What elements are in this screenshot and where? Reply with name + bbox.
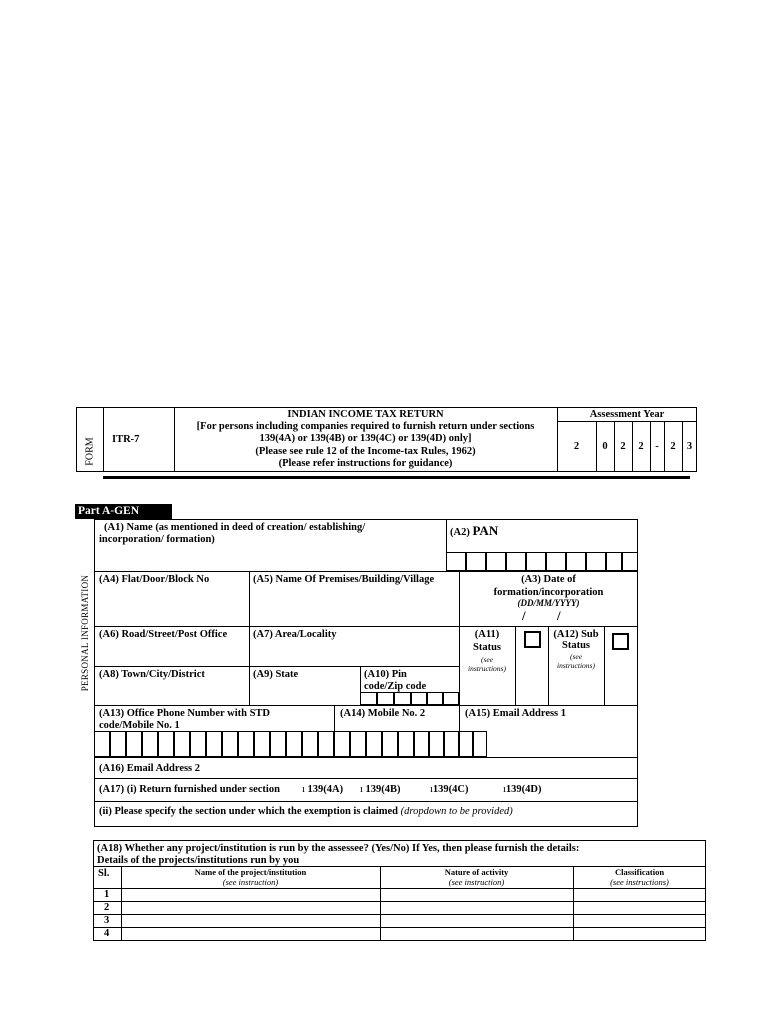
table-row: 4 (104, 928, 110, 939)
ay-digit: - (655, 441, 659, 452)
a17ii-exemption-label: (ii) Please specify the section under which the exemption is claimed (dropdown to be provided) (99, 806, 513, 817)
a17-option-139-4c[interactable]: ı139(4C) (430, 784, 469, 795)
a6-road-label: (A6) Road/Street/Post Office (99, 629, 228, 640)
ay-digit: 2 (670, 441, 676, 452)
a18-col-header: Classification (614, 867, 665, 877)
a3-date-label-cont: formation/incorporation (493, 587, 604, 598)
table-row: 2 (104, 902, 110, 913)
option-marker: ı (430, 784, 433, 795)
return-subtitle-2: 139(4A) or 139(4B) or 139(4C) or 139(4D) only] (259, 433, 472, 444)
return-subtitle-4: (Please refer instructions for guidance) (278, 458, 453, 469)
a4-flat-label: (A4) Flat/Door/Block No (99, 574, 210, 585)
a8-town-label: (A8) Town/City/District (99, 669, 205, 680)
a17-section-label: (A17) (i) Return furnished under section (99, 784, 280, 795)
a17ii-dropdown-note: (dropdown to be provided) (400, 806, 513, 817)
a9-state-label: (A9) State (253, 669, 299, 680)
part-a-title: Part A-GEN (75, 504, 172, 519)
a5-premises-label: (A5) Name Of Premises/Building/Village (253, 574, 435, 585)
a18-col-note: (see instructions) (610, 877, 669, 887)
form-label: FORM (84, 437, 96, 466)
a15-email-label: (A15) Email Address 1 (465, 708, 567, 719)
a18-col-header: Sl. (98, 868, 110, 879)
a10-pin-label: (A10) Pin (364, 669, 407, 680)
a12-substatus-note: (see (569, 652, 583, 661)
ay-digit: 0 (602, 441, 608, 452)
a18-col-note: (see instruction) (222, 877, 279, 887)
a11-status-label: (A11) (474, 629, 500, 640)
return-title: INDIAN INCOME TAX RETURN (287, 409, 444, 420)
a1-name-label-cont: incorporation/ formation) (99, 534, 215, 545)
option-marker: ı (360, 784, 366, 795)
a10-pin-label-cont: code/Zip code (364, 681, 427, 692)
a18-question: (A18) Whether any project/institution is run by the assessee? (Yes/No) If Yes, then please furnish the details: (97, 843, 580, 854)
a7-area-label: (A7) Area/Locality (253, 629, 337, 640)
option-marker: ı (503, 784, 506, 795)
a12-substatus-note-cont: instructions) (557, 661, 595, 670)
a3-date-separator: / (522, 608, 526, 623)
return-subtitle-1: [For persons including companies required to furnish return under sections (196, 421, 535, 432)
a11-status-label-cont: Status (472, 642, 501, 653)
a12-substatus-label-cont: Status (561, 640, 590, 651)
a3-date-format: (DD/MM/YYYY) (517, 598, 580, 608)
option-marker: ı (302, 784, 308, 795)
a14-mobile-label: (A14) Mobile No. 2 (340, 708, 426, 719)
a17-option-139-4d[interactable]: ı139(4D) (503, 784, 542, 795)
ay-digit: 2 (620, 441, 626, 452)
a18-col-header: Name of the project/institution (194, 867, 307, 877)
a13-phone-label-cont: code/Mobile No. 1 (99, 720, 180, 731)
table-row: 1 (104, 889, 110, 900)
a12-substatus-label: (A12) Sub (553, 629, 599, 640)
ay-digit: 3 (686, 441, 693, 452)
a17-option-139-4a[interactable]: ı 139(4A) (302, 784, 344, 795)
return-subtitle-3: (Please see rule 12 of the Income-tax Rules, 1962) (255, 446, 476, 457)
ay-digit: 2 (573, 441, 580, 452)
a11-status-checkbox[interactable] (524, 631, 541, 648)
a11-status-note: (see (480, 655, 494, 664)
a12-substatus-checkbox[interactable] (612, 633, 629, 650)
a17-option-139-4b[interactable]: ı 139(4B) (360, 784, 401, 795)
table-row: 3 (104, 915, 110, 926)
a18-col-note: (see instruction) (448, 877, 505, 887)
a13-phone-label: (A13) Office Phone Number with STD (99, 708, 271, 719)
a2-pan-label: (A2) PAN (450, 523, 499, 538)
a18-col-header: Nature of activity (444, 867, 509, 877)
ay-digit: 2 (638, 441, 644, 452)
a3-date-separator: / (557, 608, 561, 623)
a3-date-label: (A3) Date of (521, 574, 576, 585)
a11-status-note-cont: instructions) (468, 664, 506, 673)
header-divider (103, 476, 690, 479)
assessment-year-label: Assessment Year (589, 409, 665, 420)
personal-info-side-label: PERSONAL INFORMATION (80, 574, 90, 692)
a1-name-label: (A1) Name (as mentioned in deed of creation/ establishing/ (104, 522, 366, 533)
a16-email-label: (A16) Email Address 2 (99, 763, 201, 774)
a18-subtitle: Details of the projects/institutions run by you (97, 855, 300, 866)
form-code: ITR-7 (112, 434, 140, 445)
